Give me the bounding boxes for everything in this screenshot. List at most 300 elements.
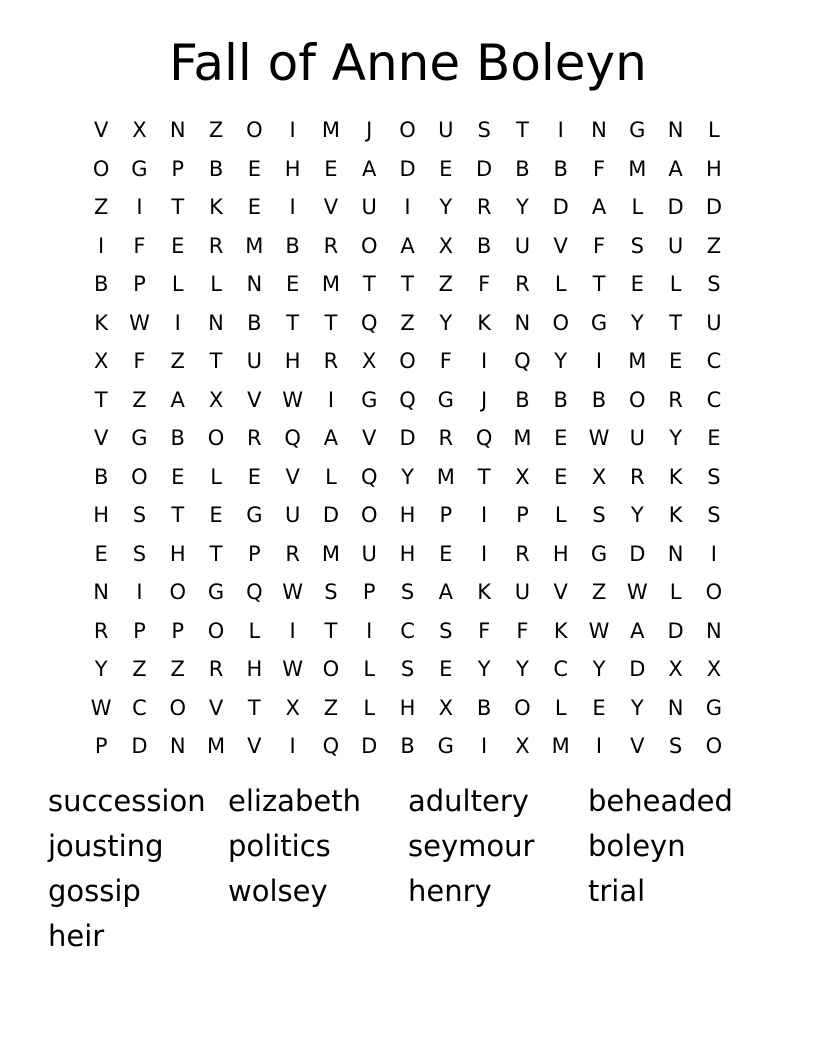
grid-letter: U bbox=[629, 426, 645, 451]
grid-letter: D bbox=[629, 541, 646, 566]
grid-letter: X bbox=[515, 734, 530, 759]
grid-letter: B bbox=[553, 156, 568, 181]
grid-letter: I bbox=[98, 233, 105, 258]
grid-row bbox=[82, 150, 733, 189]
grid-letter: D bbox=[361, 734, 378, 759]
grid-row bbox=[82, 227, 733, 266]
grid-letter: S bbox=[477, 118, 491, 143]
grid-letter: D bbox=[705, 195, 722, 220]
word-list-item: gossip bbox=[48, 874, 141, 908]
grid-letter: O bbox=[360, 503, 378, 528]
grid-letter: S bbox=[707, 464, 721, 489]
grid-letter: N bbox=[667, 695, 684, 720]
grid-letter: I bbox=[136, 195, 143, 220]
grid-letter: P bbox=[439, 503, 453, 528]
grid-letter: Q bbox=[514, 349, 531, 374]
grid-letter: Y bbox=[477, 657, 491, 682]
grid-letter: L bbox=[325, 464, 337, 489]
grid-letter: N bbox=[208, 310, 224, 335]
grid-letter: X bbox=[438, 695, 454, 720]
grid-letter: B bbox=[476, 233, 492, 258]
grid-letter: S bbox=[400, 580, 415, 605]
grid-letter: E bbox=[247, 464, 261, 489]
grid-letter: X bbox=[591, 464, 607, 489]
grid-letter: Q bbox=[475, 426, 493, 451]
grid-letter: Y bbox=[669, 426, 683, 451]
word-list-item: adultery bbox=[408, 784, 529, 818]
grid-letter: U bbox=[361, 195, 377, 220]
grid-letter: E bbox=[324, 156, 338, 181]
grid-letter: W bbox=[129, 310, 150, 335]
word-list-item: heir bbox=[48, 919, 105, 953]
grid-letter: H bbox=[552, 541, 569, 566]
grid-letter: G bbox=[590, 310, 608, 335]
grid-letter: A bbox=[630, 618, 645, 643]
grid-letter: T bbox=[401, 272, 414, 297]
grid-letter: R bbox=[93, 618, 109, 643]
grid-letter: E bbox=[668, 349, 683, 374]
grid-letter: O bbox=[131, 464, 148, 489]
grid-row bbox=[82, 342, 733, 381]
grid-letter: M bbox=[245, 233, 264, 258]
grid-letter: N bbox=[169, 734, 186, 759]
grid-letter: S bbox=[707, 503, 721, 528]
grid-letter: T bbox=[171, 503, 185, 528]
grid-letter: R bbox=[208, 233, 224, 258]
grid-letter: X bbox=[438, 233, 454, 258]
grid-letter: T bbox=[362, 272, 376, 297]
grid-letter: K bbox=[477, 580, 491, 605]
grid-letter: N bbox=[246, 272, 263, 297]
grid-letter: Y bbox=[630, 310, 644, 335]
grid-letter: M bbox=[321, 118, 340, 143]
grid-letter: X bbox=[285, 695, 300, 720]
grid-letter: D bbox=[629, 657, 646, 682]
grid-letter: T bbox=[171, 195, 185, 220]
grid-letter: H bbox=[93, 503, 110, 528]
grid-letter: M bbox=[513, 426, 532, 451]
grid-letter: Z bbox=[170, 657, 185, 682]
grid-letter: O bbox=[207, 426, 225, 451]
grid-letter: E bbox=[592, 695, 606, 720]
grid-letter: Z bbox=[132, 387, 147, 412]
grid-letter: X bbox=[93, 349, 109, 374]
grid-row bbox=[82, 419, 733, 458]
grid-letter: R bbox=[323, 233, 339, 258]
grid-letter: G bbox=[590, 541, 608, 566]
grid-letter: O bbox=[399, 118, 416, 143]
grid-letter: I bbox=[404, 195, 411, 220]
grid-letter: N bbox=[667, 118, 684, 143]
grid-letter: T bbox=[592, 272, 606, 297]
grid-letter: N bbox=[93, 580, 109, 605]
grid-letter: W bbox=[90, 695, 112, 720]
grid-letter: E bbox=[439, 541, 453, 566]
grid-letter: A bbox=[668, 156, 683, 181]
grid-letter: L bbox=[210, 272, 222, 297]
grid-letter: H bbox=[706, 156, 722, 181]
grid-letter: U bbox=[246, 349, 263, 374]
grid-letter: Q bbox=[360, 464, 378, 489]
grid-letter: D bbox=[476, 156, 493, 181]
grid-letter: W bbox=[282, 387, 304, 412]
grid-letter: B bbox=[247, 310, 262, 335]
grid-letter: Z bbox=[438, 272, 454, 297]
grid-letter: B bbox=[285, 233, 300, 258]
grid-letter: Y bbox=[630, 695, 644, 720]
grid-letter: H bbox=[399, 503, 416, 528]
grid-letter: U bbox=[514, 233, 531, 258]
grid-letter: A bbox=[362, 156, 377, 181]
grid-letter: Z bbox=[591, 580, 607, 605]
page-title: Fall of Anne Boleyn bbox=[169, 34, 647, 92]
grid-letter: B bbox=[93, 464, 109, 489]
grid-row bbox=[82, 573, 733, 612]
grid-letter: C bbox=[706, 387, 722, 412]
grid-letter: B bbox=[515, 156, 530, 181]
grid-letter: R bbox=[285, 541, 300, 566]
grid-letter: X bbox=[132, 118, 147, 143]
word-list-item: politics bbox=[228, 829, 331, 863]
grid-letter: O bbox=[360, 233, 378, 258]
grid-letter: U bbox=[706, 310, 722, 335]
grid-letter: M bbox=[321, 541, 340, 566]
grid-letter: O bbox=[207, 618, 225, 643]
grid-letter: Q bbox=[246, 580, 263, 605]
grid-letter: E bbox=[554, 426, 568, 451]
word-list-item: boleyn bbox=[588, 829, 686, 863]
grid-row bbox=[82, 458, 733, 497]
grid-letter: Y bbox=[516, 195, 529, 220]
grid-letter: E bbox=[630, 272, 644, 297]
grid-letter: V bbox=[247, 387, 262, 412]
grid-letter: P bbox=[133, 618, 146, 643]
grid-letter: T bbox=[209, 349, 223, 374]
grid-letter: H bbox=[284, 349, 301, 374]
grid-letter: O bbox=[399, 349, 416, 374]
grid-letter: L bbox=[363, 657, 376, 682]
grid-letter: I bbox=[595, 734, 603, 759]
grid-letter: U bbox=[667, 233, 684, 258]
grid-letter: R bbox=[476, 195, 492, 220]
grid-letter: Q bbox=[399, 387, 416, 412]
grid-letter: V bbox=[208, 695, 224, 720]
grid-letter: G bbox=[131, 426, 148, 451]
grid-letter: Q bbox=[360, 310, 378, 335]
grid-letter: L bbox=[631, 195, 644, 220]
grid-letter: B bbox=[400, 734, 415, 759]
grid-letter: E bbox=[439, 657, 453, 682]
grid-letter: I bbox=[481, 734, 488, 759]
grid-letter: F bbox=[478, 618, 491, 643]
grid-letter: U bbox=[438, 118, 454, 143]
grid-letter: L bbox=[363, 695, 376, 720]
grid-letter: F bbox=[478, 272, 491, 297]
grid-letter: M bbox=[628, 156, 647, 181]
grid-letter: Z bbox=[132, 657, 147, 682]
grid-letter: O bbox=[169, 695, 186, 720]
grid-letter: I bbox=[481, 349, 488, 374]
grid-letter: I bbox=[174, 310, 181, 335]
grid-letter: T bbox=[516, 118, 529, 143]
grid-letter: R bbox=[247, 426, 262, 451]
grid-letter: V bbox=[553, 233, 568, 258]
grid-letter: V bbox=[93, 118, 109, 143]
grid-letter: F bbox=[592, 156, 606, 181]
grid-letter: Z bbox=[323, 695, 339, 720]
grid-letter: N bbox=[667, 541, 684, 566]
grid-letter: I bbox=[481, 541, 488, 566]
grid-letter: Z bbox=[93, 195, 109, 220]
grid-letter: L bbox=[171, 272, 184, 297]
grid-letter: A bbox=[170, 387, 185, 412]
grid-letter: X bbox=[668, 657, 683, 682]
grid-row bbox=[82, 381, 733, 420]
grid-row bbox=[82, 496, 733, 535]
grid-letter: G bbox=[131, 156, 148, 181]
grid-row bbox=[82, 111, 733, 150]
grid-letter: F bbox=[439, 349, 452, 374]
grid-letter: Z bbox=[170, 349, 185, 374]
grid-letter: H bbox=[246, 657, 263, 682]
word-list-item: wolsey bbox=[228, 874, 328, 908]
grid-letter: Y bbox=[630, 503, 644, 528]
grid-letter: O bbox=[169, 580, 186, 605]
grid-letter: M bbox=[436, 464, 455, 489]
grid-letter: M bbox=[628, 349, 647, 374]
grid-letter: O bbox=[552, 310, 569, 335]
grid-letter: I bbox=[136, 580, 143, 605]
grid-letter: S bbox=[592, 503, 606, 528]
grid-letter: F bbox=[133, 233, 146, 258]
grid-letter: R bbox=[323, 349, 339, 374]
grid-letter: H bbox=[284, 156, 301, 181]
grid-letter: F bbox=[133, 349, 146, 374]
grid-letter: K bbox=[553, 618, 568, 643]
grid-letter: Y bbox=[401, 464, 414, 489]
grid-letter: D bbox=[131, 734, 148, 759]
grid-letter: C bbox=[132, 695, 147, 720]
grid-letter: E bbox=[247, 195, 261, 220]
grid-letter: Z bbox=[400, 310, 415, 335]
grid-letter: Y bbox=[439, 195, 453, 220]
grid-letter: I bbox=[710, 541, 717, 566]
grid-letter: C bbox=[553, 657, 569, 682]
grid-letter: K bbox=[477, 310, 491, 335]
grid-letter: R bbox=[630, 464, 645, 489]
grid-letter: O bbox=[322, 657, 340, 682]
grid-letter: J bbox=[366, 118, 373, 143]
grid-letter: E bbox=[285, 272, 300, 297]
grid-letter: T bbox=[477, 464, 491, 489]
grid-letter: U bbox=[514, 580, 531, 605]
grid-letter: I bbox=[327, 387, 335, 412]
grid-letter: A bbox=[400, 233, 415, 258]
grid-letter: Z bbox=[706, 233, 722, 258]
grid-letter: E bbox=[171, 233, 185, 258]
grid-letter: U bbox=[361, 541, 377, 566]
grid-letter: D bbox=[552, 195, 569, 220]
grid-letter: P bbox=[248, 541, 261, 566]
grid-letter: V bbox=[93, 426, 109, 451]
grid-letter: I bbox=[289, 618, 296, 643]
word-list-item: jousting bbox=[48, 829, 164, 863]
grid-letter: O bbox=[629, 387, 646, 412]
grid-row bbox=[82, 727, 733, 766]
grid-letter: Y bbox=[592, 657, 606, 682]
grid-letter: E bbox=[707, 426, 721, 451]
grid-letter: B bbox=[93, 272, 109, 297]
grid-letter: Z bbox=[208, 118, 224, 143]
grid-letter: L bbox=[554, 695, 567, 720]
grid-letter: O bbox=[705, 734, 723, 759]
grid-letter: S bbox=[630, 233, 644, 258]
grid-letter: A bbox=[438, 580, 453, 605]
grid-letter: V bbox=[362, 426, 377, 451]
grid-letter: M bbox=[551, 734, 570, 759]
grid-row bbox=[82, 650, 733, 689]
grid-letter: V bbox=[630, 734, 645, 759]
grid-letter: M bbox=[321, 272, 340, 297]
grid-letter: Y bbox=[94, 657, 108, 682]
grid-letter: G bbox=[246, 503, 263, 528]
grid-letter: T bbox=[669, 310, 683, 335]
grid-letter: Q bbox=[284, 426, 301, 451]
grid-letter: W bbox=[626, 580, 648, 605]
grid-letter: S bbox=[400, 657, 415, 682]
grid-letter: T bbox=[209, 541, 223, 566]
grid-letter: C bbox=[706, 349, 722, 374]
grid-letter: L bbox=[554, 503, 567, 528]
grid-letter: R bbox=[208, 657, 224, 682]
grid-letter: B bbox=[515, 387, 530, 412]
word-list-item: trial bbox=[588, 874, 646, 908]
grid-letter: P bbox=[171, 618, 185, 643]
grid-letter: T bbox=[247, 695, 261, 720]
grid-letter: E bbox=[554, 464, 568, 489]
grid-row bbox=[82, 612, 733, 651]
word-list-item: seymour bbox=[408, 829, 535, 863]
grid-letter: B bbox=[170, 426, 185, 451]
grid-letter: V bbox=[285, 464, 300, 489]
grid-letter: W bbox=[588, 426, 610, 451]
grid-letter: P bbox=[94, 734, 108, 759]
grid-letter: R bbox=[515, 541, 530, 566]
grid-letter: S bbox=[668, 734, 683, 759]
grid-letter: H bbox=[399, 541, 416, 566]
grid-letter: A bbox=[323, 426, 339, 451]
grid-letter: I bbox=[289, 195, 296, 220]
grid-letter: X bbox=[362, 349, 377, 374]
grid-letter: T bbox=[94, 387, 108, 412]
grid-letter: C bbox=[400, 618, 415, 643]
word-search-grid bbox=[82, 111, 733, 766]
grid-row bbox=[82, 265, 733, 304]
grid-row bbox=[82, 188, 733, 227]
grid-letter: G bbox=[437, 734, 454, 759]
grid-letter: O bbox=[246, 118, 263, 143]
grid-letter: V bbox=[247, 734, 262, 759]
grid-letter: K bbox=[94, 310, 109, 335]
grid-row bbox=[82, 304, 733, 343]
grid-letter: N bbox=[514, 310, 531, 335]
grid-letter: B bbox=[591, 387, 607, 412]
grid-letter: A bbox=[591, 195, 607, 220]
grid-letter: E bbox=[209, 503, 223, 528]
grid-letter: I bbox=[289, 118, 296, 143]
grid-letter: P bbox=[362, 580, 376, 605]
word-list bbox=[48, 779, 768, 959]
grid-letter: F bbox=[516, 618, 529, 643]
grid-letter: D bbox=[399, 426, 416, 451]
grid-letter: R bbox=[438, 426, 454, 451]
grid-letter: T bbox=[286, 310, 300, 335]
grid-letter: B bbox=[476, 695, 492, 720]
grid-letter: P bbox=[171, 156, 185, 181]
grid-letter: N bbox=[169, 118, 186, 143]
grid-letter: E bbox=[171, 464, 185, 489]
grid-letter: E bbox=[439, 156, 453, 181]
grid-letter: G bbox=[437, 387, 454, 412]
grid-letter: Y bbox=[439, 310, 453, 335]
grid-letter: E bbox=[94, 541, 108, 566]
grid-letter: T bbox=[324, 618, 338, 643]
grid-letter: L bbox=[708, 118, 720, 143]
grid-letter: M bbox=[206, 734, 226, 759]
grid-letter: Y bbox=[516, 657, 529, 682]
grid-letter: G bbox=[207, 580, 225, 605]
grid-row bbox=[82, 535, 733, 574]
grid-letter: I bbox=[481, 503, 488, 528]
grid-letter: Y bbox=[554, 349, 568, 374]
grid-letter: O bbox=[92, 156, 110, 181]
grid-letter: B bbox=[553, 387, 568, 412]
grid-letter: I bbox=[595, 349, 603, 374]
grid-letter: F bbox=[592, 233, 606, 258]
grid-letter: N bbox=[706, 618, 722, 643]
grid-letter: K bbox=[668, 464, 683, 489]
grid-letter: D bbox=[667, 195, 684, 220]
grid-letter: D bbox=[399, 156, 416, 181]
grid-letter: G bbox=[629, 118, 646, 143]
grid-letter: D bbox=[667, 618, 684, 643]
grid-letter: X bbox=[515, 464, 530, 489]
grid-letter: D bbox=[322, 503, 340, 528]
grid-letter: U bbox=[284, 503, 301, 528]
grid-letter: S bbox=[707, 272, 721, 297]
grid-letter: B bbox=[208, 156, 224, 181]
grid-letter: P bbox=[516, 503, 529, 528]
word-list-item: beheaded bbox=[588, 784, 733, 818]
grid-letter: P bbox=[133, 272, 146, 297]
grid-letter: S bbox=[324, 580, 338, 605]
grid-letter: H bbox=[399, 695, 416, 720]
grid-letter: L bbox=[210, 464, 222, 489]
grid-letter: I bbox=[289, 734, 296, 759]
grid-letter: O bbox=[705, 580, 723, 605]
grid-letter: Q bbox=[322, 734, 340, 759]
grid-letter: S bbox=[132, 541, 147, 566]
grid-letter: G bbox=[361, 387, 378, 412]
grid-letter: W bbox=[282, 657, 304, 682]
grid-letter: E bbox=[247, 156, 261, 181]
grid-letter: R bbox=[515, 272, 530, 297]
grid-letter: V bbox=[323, 195, 339, 220]
grid-letter: G bbox=[705, 695, 723, 720]
grid-letter: H bbox=[169, 541, 186, 566]
grid-letter: I bbox=[366, 618, 373, 643]
grid-letter: W bbox=[588, 618, 610, 643]
